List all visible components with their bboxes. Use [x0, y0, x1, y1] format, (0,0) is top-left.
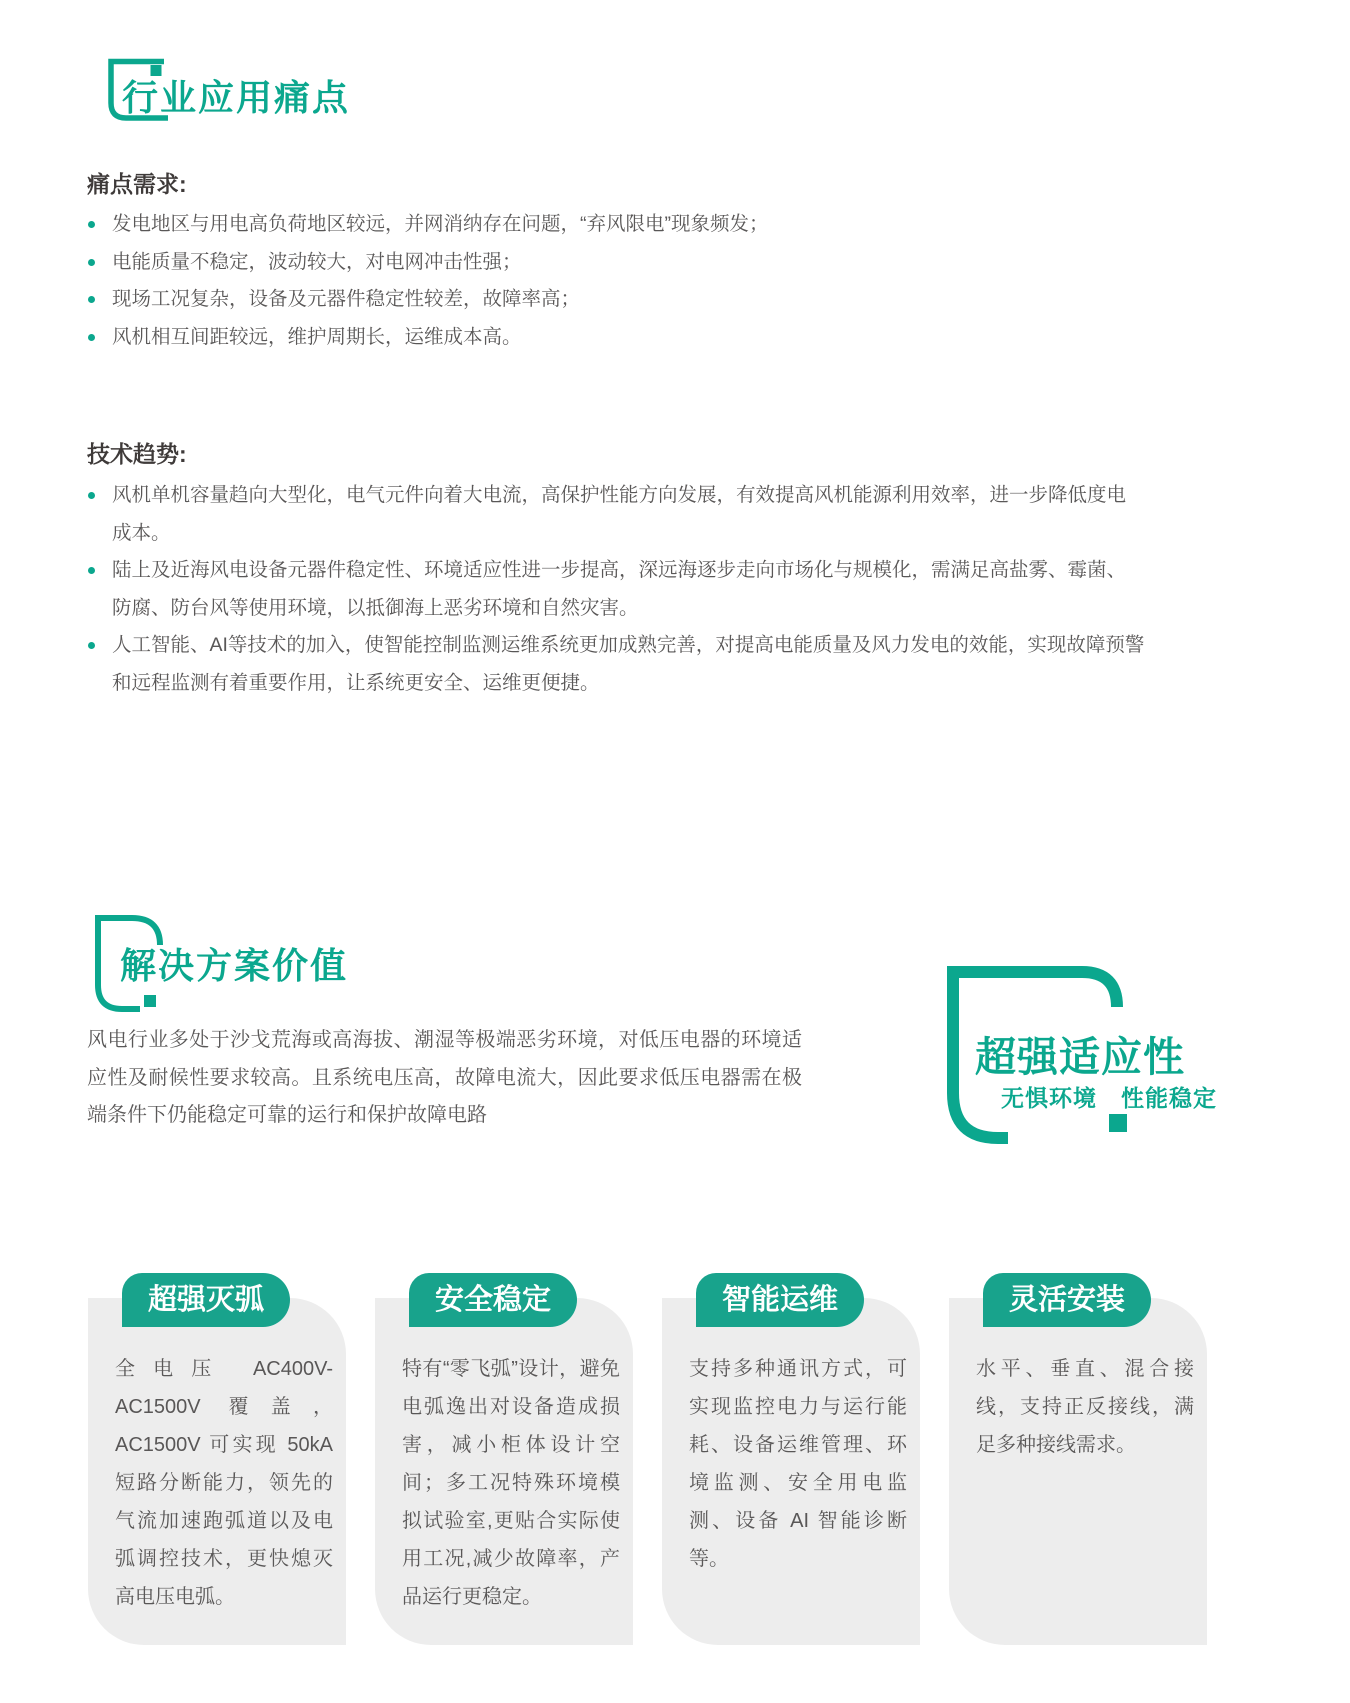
pain-trends-list — [85, 477, 1145, 702]
card-title-badge: 超强灭弧 — [122, 1273, 290, 1327]
list-item-text: 风机相互间距较远，维护周期长，运维成本高。 — [112, 325, 522, 348]
adaptability-badge — [945, 962, 1225, 1147]
adaptability-title: 超强适应性 — [975, 1034, 1185, 1080]
card-body-text: 特有“零飞弧”设计，避免电弧逸出对设备造成损害，减小柜体设计空间；多工况特殊环境模拟试验室,更贴合实际使用工况,减少故障率，产品运行更稳定。 — [375, 1298, 633, 1645]
list-item-text: 发电地区与用电高负荷地区较远，并网消纳存在问题，“弃风限电”现象频发； — [112, 213, 769, 235]
list-item-text: 风机单机容量趋向大型化，电气元件向着大电流，高保护性能方向发展，有效提高风机能源利用效率，进一步降低度电成本。 — [112, 484, 1127, 544]
bullet-dot-icon — [88, 296, 95, 303]
feature-card — [88, 1248, 346, 1645]
list-item-text: 现场工况复杂，设备及元器件稳定性较差，故障率高； — [112, 288, 581, 310]
bullet-dot-icon — [88, 492, 95, 499]
list-item — [85, 244, 1145, 282]
card-title-badge: 灵活安装 — [983, 1273, 1151, 1327]
feature-card — [375, 1248, 633, 1645]
bullet-dot-icon — [88, 567, 95, 574]
list-item — [85, 206, 1145, 244]
list-item-text: 电能质量不稳定，波动较大，对电网冲击性强； — [112, 250, 522, 273]
pain-needs-heading: 痛点需求: — [87, 171, 187, 197]
list-item — [85, 477, 1145, 552]
bullet-dot-icon — [88, 334, 95, 341]
adaptability-subtitle: 无惧环境 性能稳定 — [1001, 1085, 1217, 1111]
bullet-dot-icon — [88, 221, 95, 228]
card-title-badge: 智能运维 — [696, 1273, 864, 1327]
feature-card — [662, 1248, 920, 1645]
list-item-text: 陆上及近海风电设备元器件稳定性、环境适应性进一步提高，深远海逐步走向市场化与规模化，需满足高盐雾、霉菌、防腐、防台风等使用环境，以抵御海上恶劣环境和自然灾害。 — [112, 559, 1127, 619]
list-item — [85, 552, 1145, 627]
section-title-solution-value: 解决方案价值 — [120, 945, 349, 986]
solution-paragraph: 风电行业多处于沙戈荒海或高海拔、潮湿等极端恶劣环境，对低压电器的环境适应性及耐候性要求较高。且系统电压高，故障电流大，因此要求低压电器需在极端条件下仍能稳定可靠的运行和保护故障电路 — [87, 1029, 802, 1126]
card-body-text: 支持多种通讯方式，可实现监控电力与运行能耗、设备运维管理、环境监测、安全用电监测、设备 AI 智能诊断等。 — [662, 1298, 920, 1645]
card-title-badge: 安全稳定 — [409, 1273, 577, 1327]
card-body-text: 全电压 AC400V-AC1500V 覆盖，AC1500V 可实现 50kA 短路分断能力，领先的气流加速跑弧道以及电弧调控技术，更快熄灭高电压电弧。 — [88, 1298, 346, 1645]
bullet-dot-icon — [88, 259, 95, 266]
feature-card — [949, 1248, 1207, 1645]
list-item — [85, 319, 1145, 357]
feature-cards — [88, 1248, 1207, 1645]
pain-trends-heading: 技术趋势: — [87, 441, 187, 467]
section-title-pain-points: 行业应用痛点 — [122, 77, 351, 118]
list-item-text: 人工智能、AI等技术的加入，使智能控制监测运维系统更加成熟完善，对提高电能质量及风力发电的效能，实现故障预警和远程监测有着重要作用，让系统更安全、运维更便捷。 — [112, 634, 1145, 694]
bullet-dot-icon — [88, 642, 95, 649]
card-body-text: 水平、垂直、混合接线，支持正反接线，满足多种接线需求。 — [949, 1298, 1207, 1645]
pain-needs-list — [85, 206, 1145, 356]
list-item — [85, 281, 1145, 319]
list-item — [85, 627, 1145, 702]
